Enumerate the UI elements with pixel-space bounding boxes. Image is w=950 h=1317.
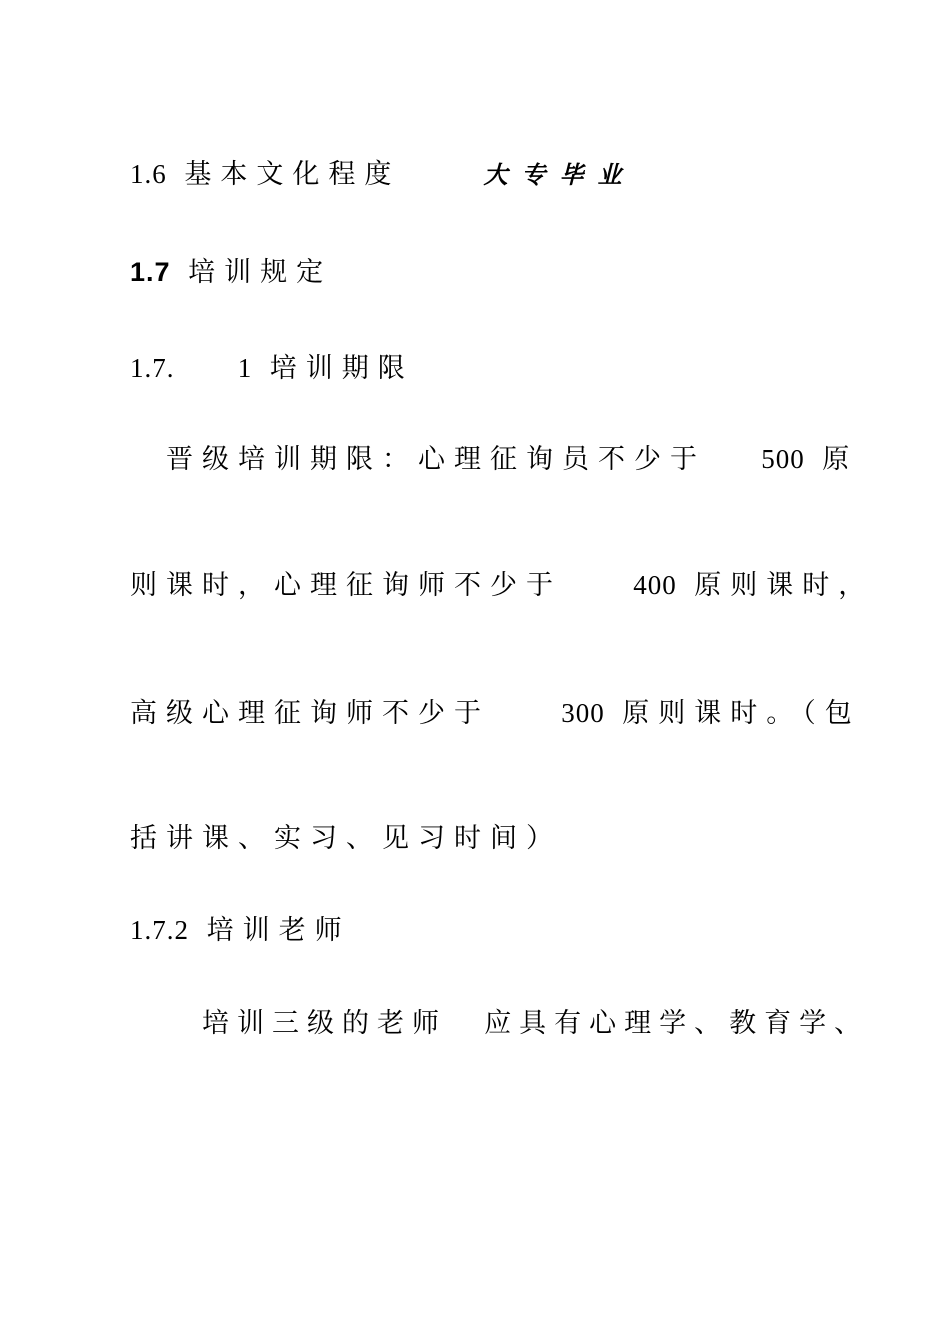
paragraph-1-line-3-number: 300: [561, 698, 605, 728]
paragraph-1-line-1-end: 原: [822, 444, 859, 475]
paragraph-1-line-1: [166, 443, 858, 476]
paragraph-1-line-4-text: 括讲课、实习、见习时间）: [130, 823, 562, 854]
heading-1-6-label: 基本文化程度: [184, 159, 401, 190]
paragraph-1-line-2-number: 400: [633, 570, 677, 600]
paragraph-1-line-2-text: 则课时，心理征询师不少于: [130, 570, 562, 601]
heading-1-7-1: [130, 352, 414, 385]
paragraph-1-line-3: [130, 697, 861, 730]
heading-1-7-2-label: 培训老师: [206, 915, 351, 946]
paragraph-2-line-1-part-b: 应具有心理学、教育学、: [484, 1008, 870, 1039]
paragraph-1-line-1-number: 500: [761, 444, 805, 474]
paragraph-1-line-2: [130, 569, 874, 602]
paragraph-2-line-1-part-a: 培训三级的老师: [202, 1008, 447, 1039]
paragraph-1-line-3-end: 原则课时。（包: [622, 698, 861, 729]
paragraph-2-line-1: [202, 1008, 869, 1040]
heading-1-6-number: 1.6: [130, 159, 167, 189]
heading-1-7-number: 1.7: [130, 257, 171, 287]
paragraph-1-line-4: [130, 823, 562, 855]
paragraph-1-line-2-end: 原则课时，: [694, 570, 875, 601]
heading-1-7-1-number-suffix: 1: [237, 353, 253, 383]
heading-1-7-label: 培训规定: [188, 257, 333, 288]
heading-1-7-1-label: 培训期限: [269, 353, 414, 384]
heading-1-7-2-number: 1.7.2: [130, 915, 189, 945]
heading-1-7: [130, 256, 332, 289]
paragraph-1-line-1-text: 晋级培训期限：心理征询员不少于: [166, 444, 706, 475]
paragraph-1-line-3-text: 高级心理征询师不少于: [130, 698, 490, 729]
heading-1-7-2: [130, 914, 351, 947]
heading-1-6: [130, 158, 636, 191]
heading-1-6-value: 大专毕业: [483, 161, 636, 189]
heading-1-7-1-number: 1.7.: [130, 353, 175, 383]
